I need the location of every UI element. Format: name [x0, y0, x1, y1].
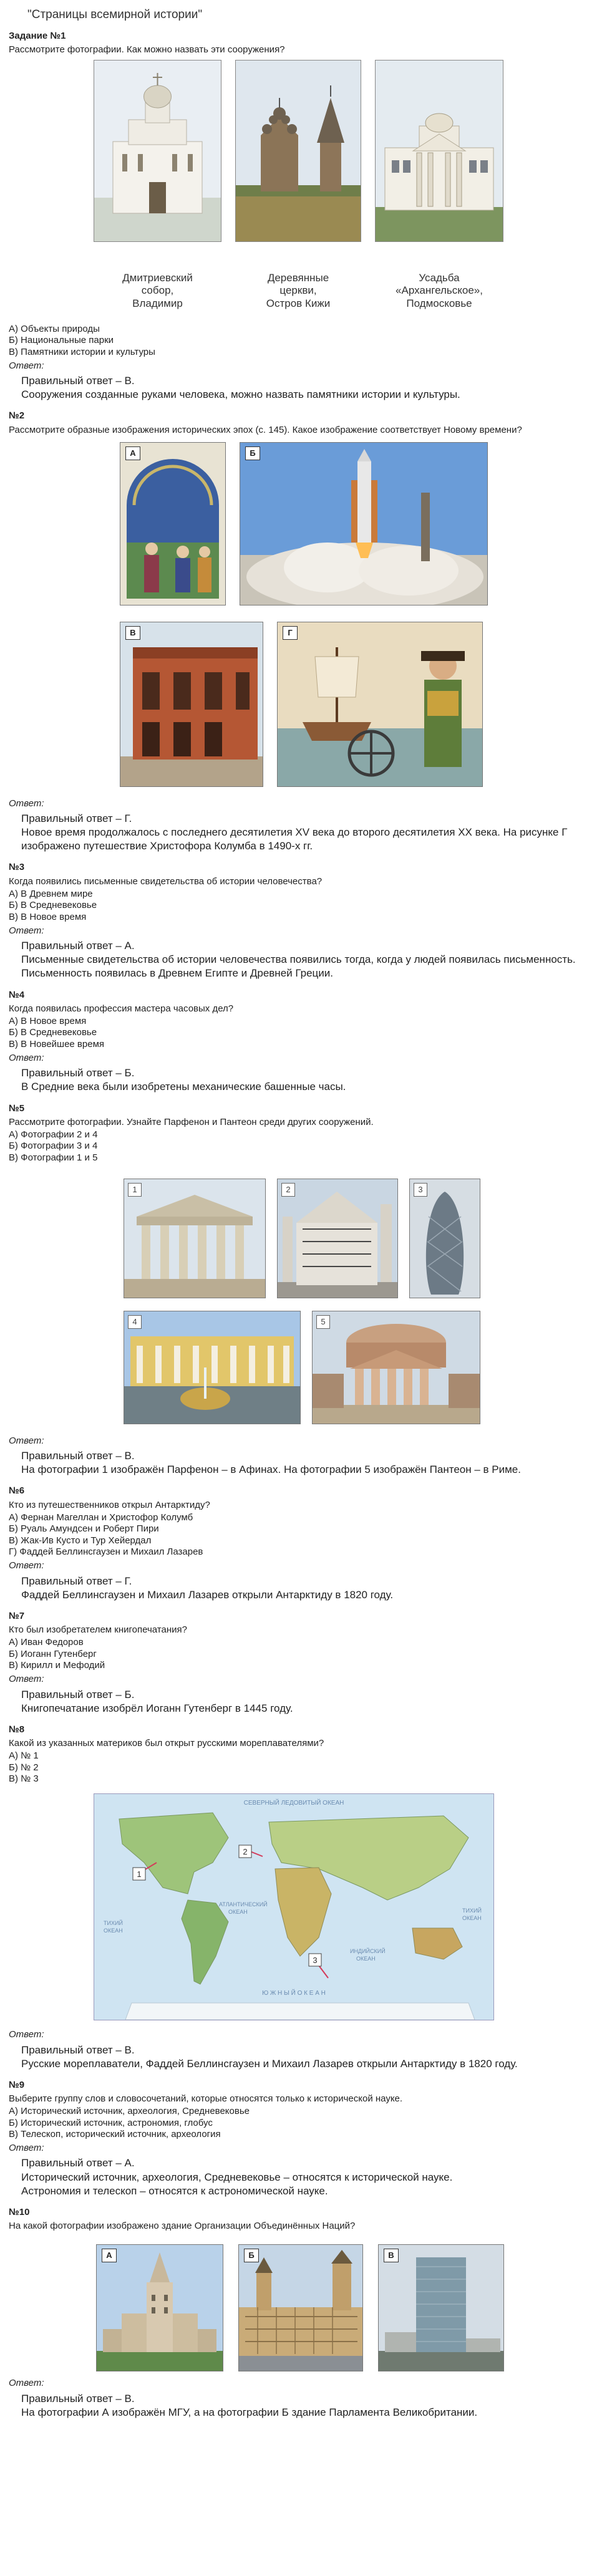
map-atlantic-ocean-label: ОКЕАН — [228, 1909, 248, 1916]
answer-block — [21, 1449, 598, 1477]
task-1 — [9, 31, 598, 402]
task-header: №8 — [9, 1724, 25, 1735]
task-7 — [9, 1611, 598, 1715]
answer-line: Фаддей Беллинсгаузен и Михаил Лазарев открыли Антарктиду в 1820 году. — [21, 1588, 394, 1601]
photo-row — [124, 1311, 598, 1424]
photo-number-badge: 3 — [414, 1183, 427, 1197]
option-c: В) Фотографии 1 и 5 — [9, 1152, 98, 1163]
page-title: "Страницы всемирной истории" — [27, 8, 203, 21]
answer-label: Ответ: — [9, 925, 44, 936]
option-c: В) В Новое время — [9, 911, 87, 922]
photo-item — [235, 60, 361, 310]
options-list — [9, 324, 598, 358]
answer-block — [21, 1575, 598, 1602]
image-badge: А — [125, 446, 140, 460]
answer-line: Русские мореплаватели, Фаддей Беллинсгаузен и Михаил Лазарев открыли Антарктиду в 1820 году. — [21, 2057, 518, 2070]
image-row — [120, 442, 598, 605]
option-c: В) В Новейшее время — [9, 1038, 105, 1049]
option-a: А) В Древнем мире — [9, 889, 93, 900]
option-b: Б) Руаль Амундсен и Роберт Пири — [9, 1523, 159, 1535]
un-building-photo — [378, 2244, 504, 2371]
task-question: На какой фотографии изображено здание Организации Объединённых Наций? — [9, 2221, 356, 2232]
answer-block — [21, 2156, 598, 2197]
answer-block — [21, 2043, 598, 2071]
photo-caption: Деревянные церкви, Остров Кижи — [266, 271, 331, 309]
answer-line: Правильный ответ – В. — [21, 2043, 135, 2056]
answer-line: Правильный ответ – А. — [21, 2157, 135, 2169]
option-b: Б) В Средневековье — [9, 1027, 97, 1038]
photo-number-badge: 1 — [128, 1183, 142, 1197]
medieval-miniature-image — [120, 442, 226, 605]
answer-line: На фотографии 1 изображён Парфенон – в Афинах. На фотографии 5 изображён Пантеон – в Риме. — [21, 1464, 521, 1476]
options-list — [9, 1637, 598, 1671]
task-header: №4 — [9, 989, 25, 1000]
options-list — [9, 2106, 598, 2140]
photo-badge: Б — [244, 2249, 259, 2262]
answer-block — [21, 939, 598, 980]
answer-label: Ответ: — [9, 2029, 44, 2040]
option-a: А) Фернан Магеллан и Христофор Колумб — [9, 1512, 193, 1523]
task-question: Выберите группу слов и словосочетаний, которые относятся только к исторической науке. — [9, 2093, 403, 2104]
map-atlantic-label: АТЛАНТИЧЕСКИЙ — [219, 1901, 268, 1908]
answer-label: Ответ: — [9, 1435, 44, 1446]
answer-line: Правильный ответ – А. — [21, 940, 135, 952]
answer-label: Ответ: — [9, 1674, 44, 1685]
ancient-ruins-image — [120, 622, 263, 787]
answer-line: Сооружения созданные руками человека, можно назвать памятники истории и культуры. — [21, 388, 460, 401]
photo-number-badge: 4 — [128, 1315, 142, 1329]
task-question: Рассмотрите фотографии. Как можно назвать эти сооружения? — [9, 44, 285, 55]
task-question: Рассмотрите образные изображения исторических эпох (с. 145). Какое изображение соответствует Новому времени? — [9, 424, 522, 435]
option-a: А) № 1 — [9, 1750, 39, 1762]
photo-row — [94, 60, 598, 310]
option-c: В) № 3 — [9, 1773, 39, 1784]
msu-building-photo — [96, 2244, 223, 2371]
task-2 — [9, 410, 598, 853]
task-question: Кто из путешественников открыл Антарктиду? — [9, 1499, 210, 1510]
map-pacific-east-ocean-label: ОКЕАН — [462, 1915, 482, 1922]
task-5 — [9, 1103, 598, 1477]
options-list — [9, 1750, 598, 1785]
answer-line: Письменные свидетельства об истории человечества появились тогда, когда у людей появилась письменность. Письменность появилась в Древнем Египте и Древней Греции. — [21, 953, 576, 980]
answer-line: Правильный ответ – Г. — [21, 1575, 132, 1587]
map-marker-2-label: 2 — [243, 1847, 248, 1857]
answer-line: Правильный ответ – Б. — [21, 1688, 135, 1700]
answer-block — [21, 812, 598, 853]
task-question: Кто был изобретателем книгопечатания? — [9, 1624, 187, 1636]
answer-label: Ответ: — [9, 798, 44, 809]
task-question: Когда появились письменные свидетельства об истории человечества? — [9, 876, 323, 887]
answer-line: Новое время продолжалось с последнего десятилетия XV века до второго десятилетия XX века. На рисунке Г изображено путешествие Христофора Колумба в 1490-х гг. — [21, 826, 568, 852]
rocket-launch-image — [240, 442, 488, 605]
columbus-voyage-image — [277, 622, 483, 787]
options-list — [9, 1512, 598, 1558]
option-b: Б) Фотографии 3 и 4 — [9, 1141, 98, 1152]
kizhi-churches-photo — [235, 60, 361, 242]
option-a: А) В Новое время — [9, 1016, 87, 1027]
option-a: А) Фотографии 2 и 4 — [9, 1129, 98, 1141]
options-list — [9, 889, 598, 923]
parthenon-photo — [124, 1179, 266, 1298]
task-header: №6 — [9, 1485, 25, 1497]
map-north-ocean-label: СЕВЕРНЫЙ ЛЕДОВИТЫЙ ОКЕАН — [243, 1800, 344, 1807]
photo-caption: Усадьба «Архангельское», Подмосковье — [396, 271, 483, 309]
photo-number-badge: 5 — [316, 1315, 330, 1329]
task-header: №3 — [9, 862, 25, 873]
option-c: В) Телескоп, исторический источник, археология — [9, 2128, 221, 2139]
answer-line: Правильный ответ – В. — [21, 375, 135, 387]
pantheon-photo — [312, 1311, 480, 1424]
answer-line: Правильный ответ – Г. — [21, 813, 132, 825]
map-south-ocean-label: Ю Ж Н Ы Й О К Е А Н — [262, 1990, 326, 1997]
task-6 — [9, 1485, 598, 1601]
image-badge: Б — [245, 446, 260, 460]
photo-row — [96, 2244, 598, 2371]
option-a: А) Иван Федоров — [9, 1637, 84, 1648]
arkhangelskoye-estate-photo — [375, 60, 503, 242]
photo-item — [94, 60, 221, 310]
options-list — [9, 1129, 598, 1164]
image-badge: В — [125, 626, 140, 640]
answer-label: Ответ: — [9, 2143, 44, 2154]
task-9 — [9, 2080, 598, 2198]
map-indian-ocean-label: ОКЕАН — [356, 1956, 376, 1962]
task-header: №5 — [9, 1102, 25, 1114]
task-8 — [9, 1724, 598, 2071]
map-marker-3-label: 3 — [313, 1956, 318, 1966]
answer-block — [21, 1688, 598, 1715]
answer-line: Астрономия и телескоп – относятся к астрономической науке. — [21, 2184, 328, 2197]
answer-line: Правильный ответ – В. — [21, 2392, 135, 2405]
photo-item — [375, 60, 503, 310]
photo-caption: Дмитриевский собор, Владимир — [122, 271, 193, 309]
map-pacific-west-label: ТИХИЙ — [104, 1920, 123, 1927]
option-b: Б) Исторический источник, астрономия, глобус — [9, 2117, 213, 2128]
answer-line: Исторический источник, археология, Средневековье – относятся к исторической науке. — [21, 2171, 453, 2183]
answer-label: Ответ: — [9, 1560, 44, 1571]
option-b: Б) Иоганн Гутенберг — [9, 1648, 97, 1659]
photo-row — [124, 1179, 598, 1298]
palace-fountain-photo — [124, 1311, 301, 1424]
answer-block — [21, 2392, 598, 2419]
option-c: В) Кирилл и Мефодий — [9, 1659, 105, 1671]
cathedral-photo — [277, 1179, 398, 1298]
world-map — [94, 1793, 494, 2020]
task-header: №9 — [9, 2079, 25, 2090]
option-b: Б) № 2 — [9, 1762, 39, 1773]
image-row — [120, 622, 598, 787]
map-pacific-west-ocean-label: ОКЕАН — [104, 1927, 123, 1934]
task-10 — [9, 2207, 598, 2419]
task-header: №10 — [9, 2206, 30, 2217]
parliament-building-photo — [238, 2244, 363, 2371]
task-question: Когда появилась профессия мастера часовых дел? — [9, 1003, 234, 1014]
answer-line: Книгопечатание изобрёл Иоганн Гутенберг в 1445 году. — [21, 1702, 293, 1714]
task-4 — [9, 990, 598, 1094]
option-a: А) Объекты природы — [9, 323, 100, 334]
answer-block — [21, 374, 598, 402]
task-header: №7 — [9, 1610, 25, 1621]
answer-line: В Средние века были изобретены механические башенные часы. — [21, 1081, 346, 1093]
map-pacific-east-label: ТИХИЙ — [462, 1908, 482, 1914]
answer-label: Ответ: — [9, 1053, 44, 1064]
option-a: А) Исторический источник, археология, Средневековье — [9, 2106, 250, 2117]
answer-block — [21, 1066, 598, 1094]
option-b: Б) В Средневековье — [9, 900, 97, 911]
photo-badge: А — [102, 2249, 117, 2262]
task-question: Какой из указанных материков был открыт русскими мореплавателями? — [9, 1738, 324, 1749]
options-list — [9, 1016, 598, 1050]
image-badge: Г — [283, 626, 298, 640]
option-c: В) Памятники истории и культуры — [9, 346, 155, 357]
option-c: В) Жак-Ив Кусто и Тур Хейердал — [9, 1535, 152, 1546]
answer-line: Правильный ответ – В. — [21, 1450, 135, 1462]
task-header: Задание №1 — [9, 31, 66, 42]
photo-badge: В — [384, 2249, 399, 2262]
option-b: Б) Национальные парки — [9, 335, 114, 346]
task-3 — [9, 862, 598, 980]
map-marker-1-label: 1 — [137, 1869, 142, 1879]
answer-label: Ответ: — [9, 360, 44, 371]
answer-line: На фотографии А изображён МГУ, а на фотографии Б здание Парламента Великобритании. — [21, 2406, 478, 2418]
skyscraper-photo — [409, 1179, 480, 1298]
answer-line: Правильный ответ – Б. — [21, 1067, 135, 1079]
map-indian-label: ИНДИЙСКИЙ — [350, 1948, 386, 1955]
option-d: Г) Фаддей Беллинсгаузен и Михаил Лазарев — [9, 1546, 203, 1557]
task-question: Рассмотрите фотографии. Узнайте Парфенон и Пантеон среди других сооружений. — [9, 1116, 374, 1127]
dmitrievsky-cathedral-photo — [94, 60, 221, 242]
answer-label: Ответ: — [9, 2378, 44, 2389]
task-header: №2 — [9, 410, 25, 422]
photo-number-badge: 2 — [281, 1183, 295, 1197]
